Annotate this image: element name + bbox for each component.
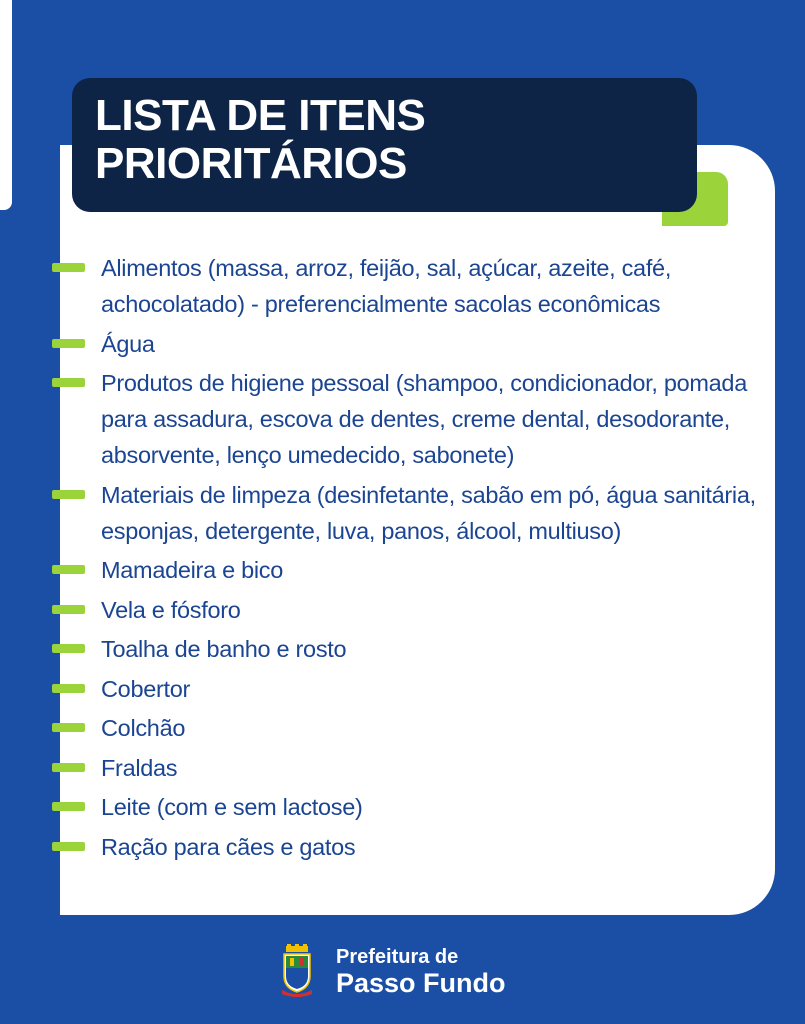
list-item: [0, 250, 805, 322]
item-text: Alimentos (massa, arroz, feijão, sal, açúcar, azeite, café, achocolatado) - preferencialmente sacolas econômicas: [101, 255, 672, 317]
list-item: [0, 631, 805, 667]
footer-org-line1: Prefeitura de: [336, 946, 459, 968]
item-text: Colchão: [101, 715, 186, 741]
list-item: [0, 671, 805, 707]
list-item: [0, 592, 805, 628]
title-line-1: LISTA DE ITENS: [95, 91, 426, 140]
green-bullet-icon: [52, 842, 85, 851]
green-bullet-icon: [52, 339, 85, 348]
footer-org-line2: Passo Fundo: [336, 968, 506, 998]
item-text: Água: [101, 330, 155, 357]
list-item: [0, 477, 805, 549]
title-line-2: PRIORITÁRIOS: [95, 139, 407, 188]
list-item: [0, 750, 805, 786]
item-text: Materiais de limpeza (desinfetante, sabão em pó, água sanitária, esponjas, detergente, luva, panos, álcool, multiuso): [101, 481, 756, 544]
list-item: [0, 326, 805, 362]
item-text: Toalha de banho e rosto: [101, 636, 347, 662]
green-bullet-icon: [52, 605, 85, 614]
footer-logo: [280, 944, 580, 1004]
corner-decoration: [0, 0, 12, 210]
green-bullet-icon: [52, 378, 85, 387]
green-bullet-icon: [52, 263, 85, 272]
green-bullet-icon: [52, 802, 85, 811]
item-text: Leite (com e sem lactose): [101, 794, 363, 820]
item-text: Vela e fósforo: [101, 596, 241, 623]
item-text: Cobertor: [101, 675, 191, 702]
item-text: Ração para cães e gatos: [101, 833, 356, 860]
item-text: Produtos de higiene pessoal (shampoo, condicionador, pomada para assadura, escova de dentes, creme dental, desodorante, absorvente, lenço umedecido, sabonete): [101, 370, 747, 468]
coat-of-arms-icon: [280, 944, 314, 998]
priority-items-list: [0, 250, 805, 868]
list-item: [0, 710, 805, 746]
green-bullet-icon: [52, 763, 85, 772]
green-bullet-icon: [52, 723, 85, 732]
green-bullet-icon: [52, 490, 85, 499]
page-title: [95, 92, 425, 188]
list-item: [0, 829, 805, 865]
green-bullet-icon: [52, 565, 85, 574]
item-text: Fraldas: [101, 754, 178, 781]
list-item: [0, 552, 805, 588]
green-bullet-icon: [52, 644, 85, 653]
list-item: [0, 365, 805, 473]
list-item: [0, 789, 805, 825]
item-text: Mamadeira e bico: [101, 557, 283, 583]
green-bullet-icon: [52, 684, 85, 693]
